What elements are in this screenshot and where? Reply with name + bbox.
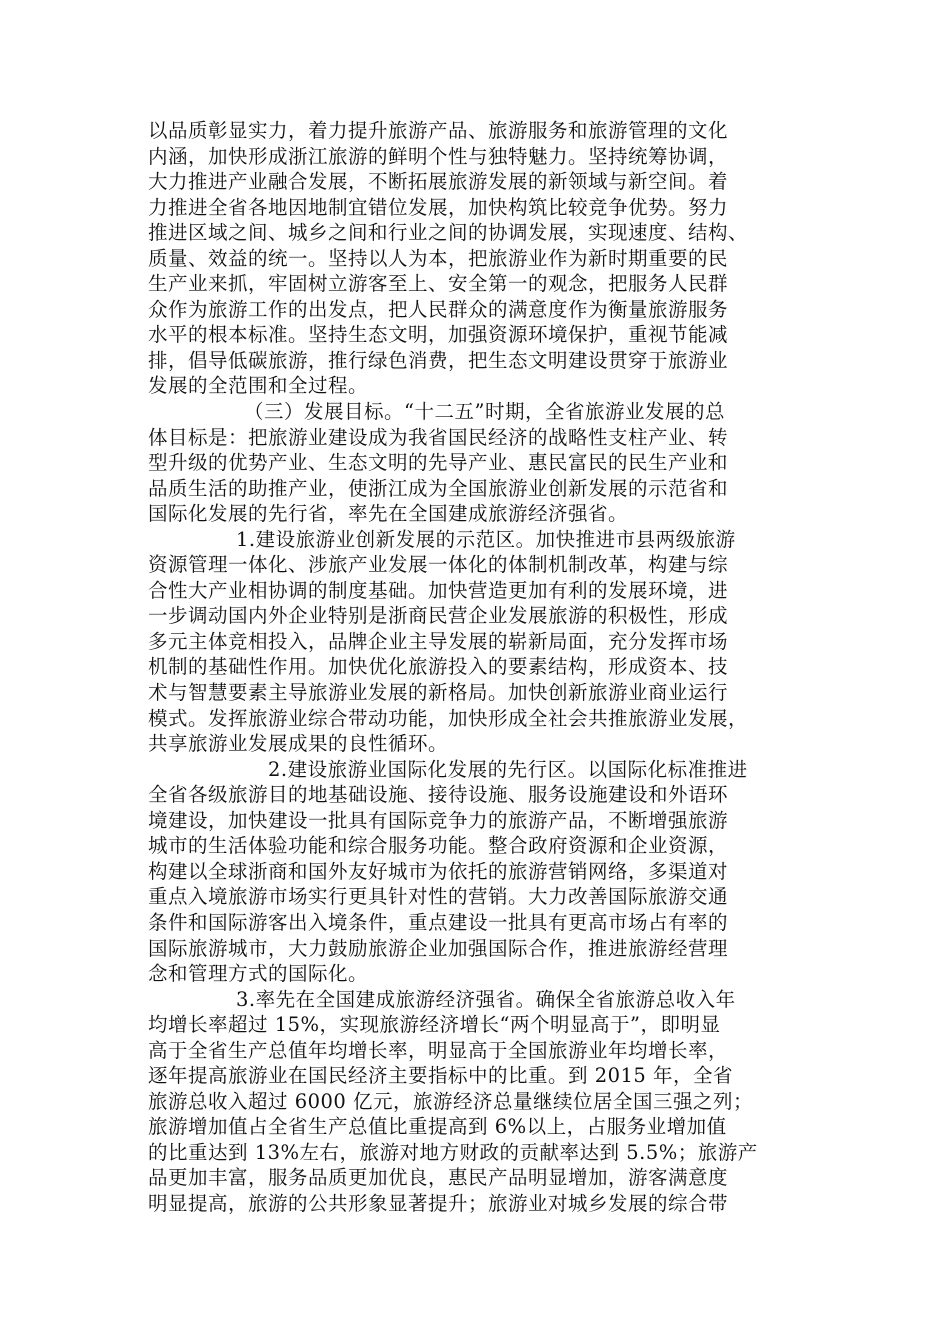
text-line: 品更加丰富，服务品质更加优良，惠民产品明显增加，游客满意度 <box>148 1166 729 1190</box>
text-line: 水平的根本标准。坚持生态文明，加强资源环境保护，重视节能减 <box>148 323 729 347</box>
text-line: 质量、效益的统一。坚持以人为本，把旅游业作为新时期重要的民 <box>148 246 729 270</box>
text-line: 资源管理一体化、涉旅产业发展一体化的体制机制改革，构建与综 <box>148 553 729 577</box>
text-line: 条件和国际游客出入境条件，重点建设一批具有更高市场占有率的 <box>148 910 729 934</box>
text-line: 均增长率超过 15%，实现旅游经济增长“两个明显高于”，即明显 <box>148 1013 721 1037</box>
text-line: 内涵，加快形成浙江旅游的鲜明个性与独特魅力。坚持统筹协调， <box>148 144 729 168</box>
text-line: 构建以全球浙商和国外友好城市为依托的旅游营销网络，多渠道对 <box>148 859 729 883</box>
text-line: 模式。发挥旅游业综合带动功能，加快形成全社会共推旅游业发展， <box>148 706 749 730</box>
item-heading-3: 3.率先在全国建成旅游经济强省。确保全省旅游总收入年 <box>236 987 736 1011</box>
text-line: 合性大产业相协调的制度基础。加快营造更加有利的发展环境，进 <box>148 578 729 602</box>
text-line: 品质生活的助推产业，使浙江成为全国旅游业创新发展的示范省和 <box>148 476 729 500</box>
text-line: 多元主体竞相投入，品牌企业主导发展的崭新局面，充分发挥市场 <box>148 629 729 653</box>
text-line: 大力推进产业融合发展，不断拓展旅游发展的新领域与新空间。着 <box>148 170 729 194</box>
text-line: 生产业来抓，牢固树立游客至上、安全第一的观念，把服务人民群 <box>148 272 729 296</box>
text-line: 全省各级旅游目的地基础设施、接待设施、服务设施建设和外语环 <box>148 783 729 807</box>
item-heading-1: 1.建设旅游业创新发展的示范区。加快推进市县两级旅游 <box>236 527 736 551</box>
text-line: 境建设，加快建设一批具有国际竞争力的旅游产品，不断增强旅游 <box>148 808 729 832</box>
text-line: 型升级的优势产业、生态文明的先导产业、惠民富民的民生产业和 <box>148 451 729 475</box>
text-line: 的比重达到 13%左右，旅游对地方财政的贡献率达到 5.5%；旅游产 <box>148 1140 758 1164</box>
item-heading-2: 2.建设旅游业国际化发展的先行区。以国际化标准推进 <box>268 757 748 781</box>
text-line: 体目标是：把旅游业建设成为我省国民经济的战略性支柱产业、转 <box>148 425 729 449</box>
text-line: 发展的全范围和全过程。 <box>148 374 369 398</box>
text-line: 逐年提高旅游业在国民经济主要指标中的比重。到 2015 年，全省 <box>148 1064 734 1088</box>
text-line: 国际旅游城市，大力鼓励旅游企业加强国际合作，推进旅游经营理 <box>148 936 729 960</box>
text-line: 高于全省生产总值年均增长率，明显高于全国旅游业年均增长率， <box>148 1038 729 1062</box>
text-line: 旅游总收入超过 6000 亿元，旅游经济总量继续位居全国三强之列； <box>148 1089 754 1113</box>
text-line: 众作为旅游工作的出发点，把人民群众的满意度作为衡量旅游服务 <box>148 297 729 321</box>
text-line: 念和管理方式的国际化。 <box>148 962 369 986</box>
section-heading-goals: （三）发展目标。“十二五”时期，全省旅游业发展的总 <box>244 400 725 424</box>
text-line: 推进区域之间、城乡之间和行业之间的协调发展，实现速度、结构、 <box>148 221 749 245</box>
text-line: 力推进全省各地因地制宜错位发展，加快构筑比较竞争优势。努力 <box>148 195 729 219</box>
text-line: 排，倡导低碳旅游，推行绿色消费，把生态文明建设贯穿于旅游业 <box>148 348 729 372</box>
text-line: 国际化发展的先行省，率先在全国建成旅游经济强省。 <box>148 502 629 526</box>
text-line: 一步调动国内外企业特别是浙商民营企业发展旅游的积极性，形成 <box>148 604 729 628</box>
document-body <box>148 118 808 1217</box>
text-line: 以品质彰显实力，着力提升旅游产品、旅游服务和旅游管理的文化 <box>148 119 729 142</box>
text-line: 旅游增加值占全省生产总值比重提高到 6%以上，占服务业增加值 <box>148 1115 727 1139</box>
text-line: 共享旅游业发展成果的良性循环。 <box>148 732 449 756</box>
text-line: 机制的基础性作用。加快优化旅游投入的要素结构，形成资本、技 <box>148 655 729 679</box>
text-line: 重点入境旅游市场实行更具针对性的营销。大力改善国际旅游交通 <box>148 885 729 909</box>
text-line: 术与智慧要素主导旅游业发展的新格局。加快创新旅游业商业运行 <box>148 681 729 705</box>
text-line: 城市的生活体验功能和综合服务功能。整合政府资源和企业资源， <box>148 834 729 858</box>
text-line: 明显提高，旅游的公共形象显著提升；旅游业对城乡发展的综合带 <box>148 1191 729 1215</box>
